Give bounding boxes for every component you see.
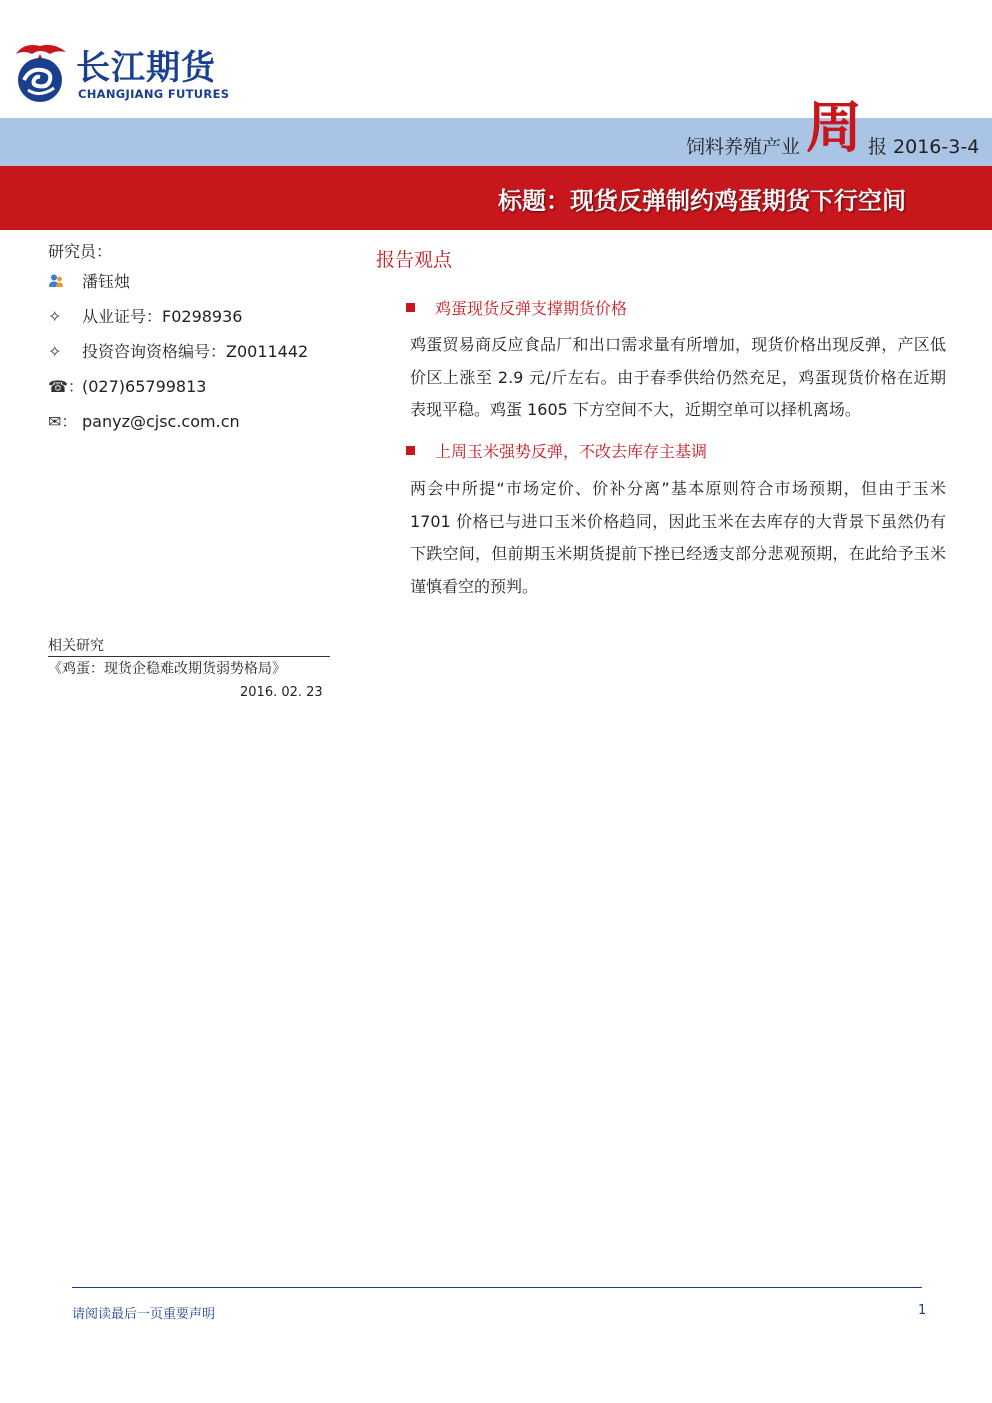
view-point-text: 两会中所提“市场定价、价补分离”基本原则符合市场预期，但由于玉米 1701 价格已与进口玉米价格趋同，因此玉米在去库存的大背景下虽然仍有下跌空间，但前期玉米期货提前下挫已经透支部分悲观预期，在此给予玉米谨慎看空的预判。 bbox=[410, 479, 946, 596]
email-row bbox=[48, 404, 338, 439]
logo-emblem-icon bbox=[10, 40, 70, 104]
researcher-label: 研究员： bbox=[48, 242, 113, 261]
logo-chinese-name: 长江期货 bbox=[76, 48, 216, 88]
phone-icon: ☎： bbox=[48, 377, 84, 396]
view-point-title-text: 上周玉米强势反弹，不改去库存主基调 bbox=[435, 442, 708, 461]
researcher-name-row bbox=[48, 264, 338, 299]
view-point-title-text: 鸡蛋现货反弹支撑期货价格 bbox=[435, 299, 628, 318]
report-views-heading: 报告观点 bbox=[376, 249, 453, 271]
weekly-mark: 周 bbox=[806, 95, 862, 161]
consult-number: 投资咨询资格编号：Z0011442 bbox=[82, 342, 309, 361]
logo-english-name: CHANGJIANG FUTURES bbox=[78, 87, 230, 101]
report-date: 报 2016-3-4 bbox=[868, 136, 980, 158]
bullet-square-icon bbox=[406, 303, 415, 312]
view-point-title bbox=[406, 439, 707, 462]
related-research-date: 2016. 02. 23 bbox=[240, 685, 323, 700]
view-point-text: 鸡蛋贸易商反应食品厂和出口需求量有所增加，现货价格出现反弹，产区低价区上涨至 2.9 元/斤左右。由于春季供给仍然充足，鸡蛋现货价格在近期表现平稳。鸡蛋 1605 下方空间不大，近期空单可以择机离场。 bbox=[410, 335, 946, 419]
person-icon bbox=[48, 273, 64, 289]
footer-divider bbox=[72, 1287, 922, 1288]
page-number: 1 bbox=[918, 1303, 927, 1318]
phone-number: (027)65799813 bbox=[82, 377, 207, 396]
diamond-star-icon: ✧ bbox=[48, 342, 62, 361]
related-research-item[interactable]: 《鸡蛋：现货企稳难改期货弱势格局》 bbox=[48, 661, 286, 677]
researcher-name: 潘钰烛 bbox=[82, 272, 131, 291]
consult-row bbox=[48, 334, 338, 369]
license-number: 从业证号：F0298936 bbox=[82, 307, 243, 326]
diamond-star-icon: ✧ bbox=[48, 307, 62, 326]
email-link[interactable]: panyz@cjsc.com.cn bbox=[82, 412, 240, 431]
company-logo bbox=[10, 40, 250, 110]
report-industry: 饲料养殖产业 bbox=[685, 136, 800, 158]
related-research-title: 相关研究 bbox=[48, 635, 330, 657]
envelope-icon: ✉： bbox=[48, 412, 78, 431]
bullet-square-icon bbox=[406, 446, 415, 455]
researcher-panel bbox=[48, 240, 338, 439]
page-title: 标题：现货反弹制约鸡蛋期货下行空间 bbox=[498, 187, 906, 215]
view-point-title bbox=[406, 296, 627, 319]
license-row bbox=[48, 299, 338, 334]
footer-disclaimer-note[interactable]: 请阅读最后一页重要声明 bbox=[72, 1307, 216, 1322]
phone-row bbox=[48, 369, 338, 404]
